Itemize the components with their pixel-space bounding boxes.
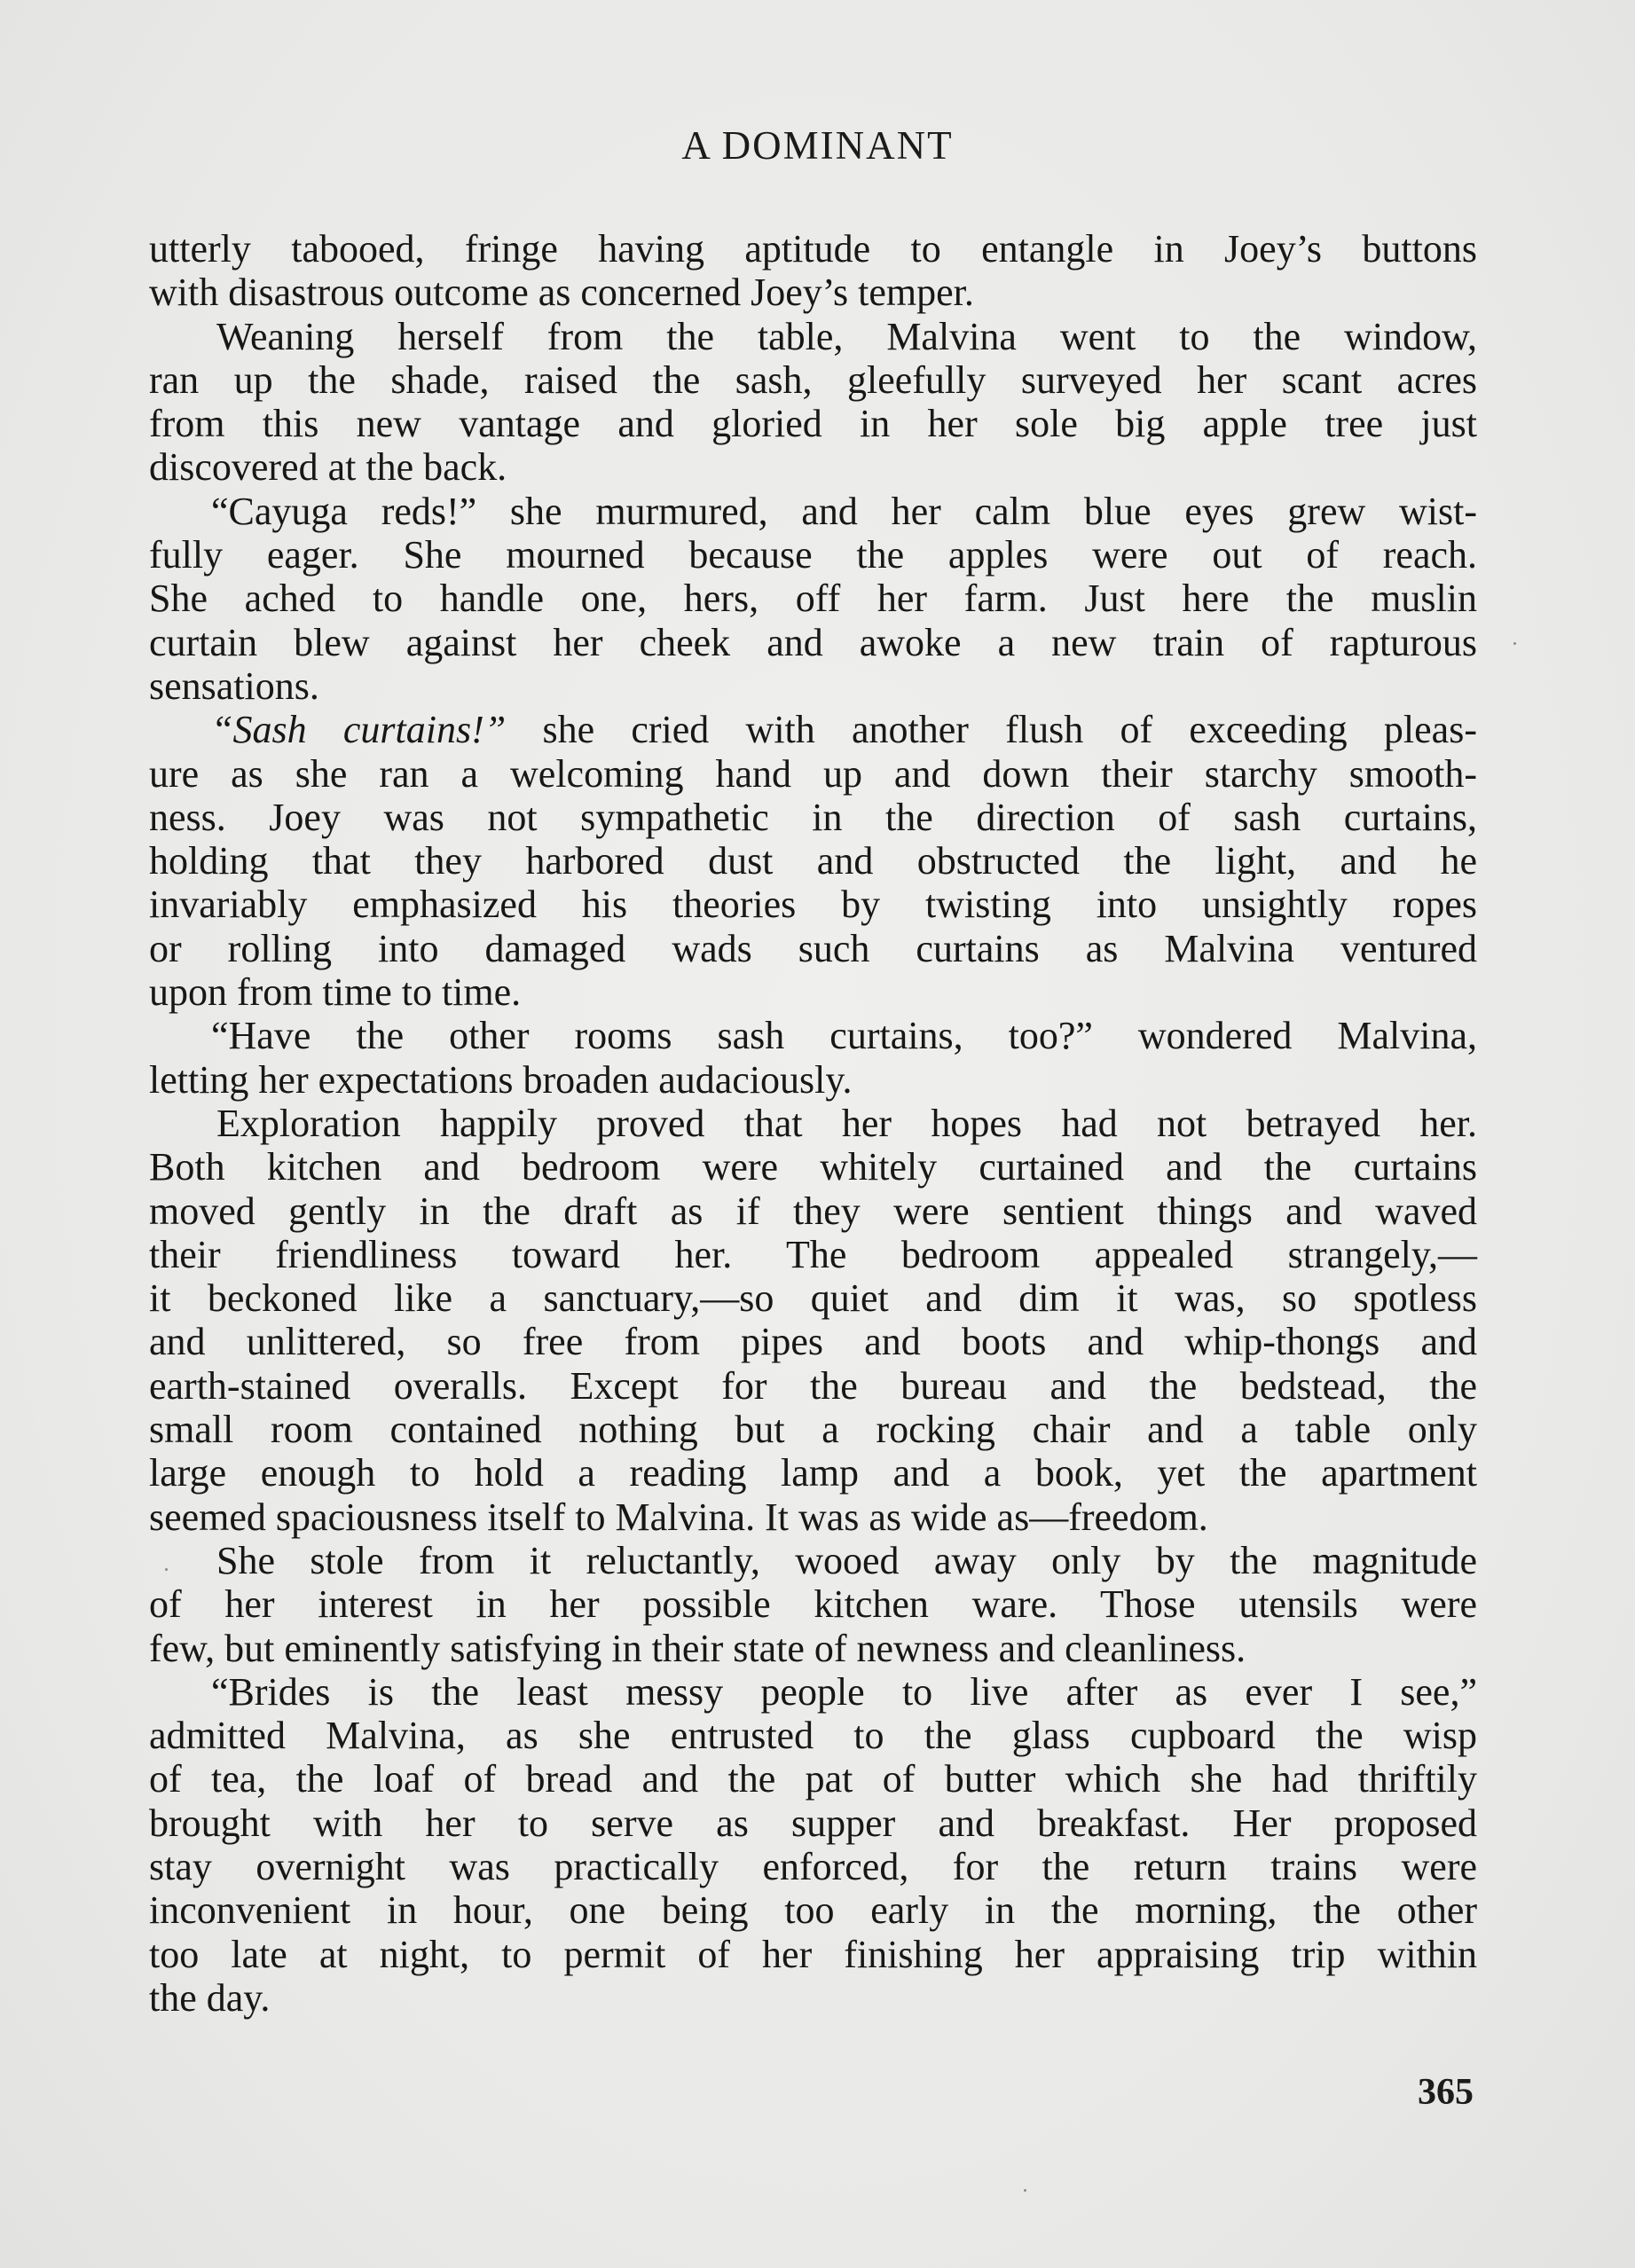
text-line: sensations. (149, 663, 319, 708)
text-line: admitted Malvina, as she entrusted to the glass cupboard the wisp (149, 1714, 1477, 1758)
text-line: ran up the shade, raised the sash, gleefully surveyed her scant acres (149, 357, 1477, 402)
text-line: upon from time to time. (149, 970, 522, 1015)
page-number: 365 (1418, 2072, 1474, 2113)
running-head: A DOMINANT (681, 123, 954, 168)
text-line: brought with her to serve as supper and breakfast. Her proposed (149, 1801, 1477, 1845)
text-line: “Brides is the least messy people to live after as ever I see,” (211, 1669, 1477, 1714)
text-line: curtain blew against her cheek and awoke a new train of rapturous (149, 620, 1477, 664)
text-line: ness. Joey was not sympathetic in the direction of sash curtains, (149, 795, 1477, 839)
text-line: discovered at the back. (149, 445, 507, 490)
text-line: seemed spaciousness itself to Malvina. It was as wide as—freedom. (149, 1495, 1208, 1539)
text-line: stay overnight was practically enforced, for the return trains were (149, 1844, 1477, 1888)
body-text (149, 227, 1477, 2020)
text-line: letting her expectations broaden audaciously. (149, 1057, 853, 1102)
text-line: utterly tabooed, fringe having aptitude to entangle in Joey’s buttons (149, 227, 1477, 271)
text-line: moved gently in the draft as if they were sentient things and waved (149, 1189, 1477, 1233)
text-line: Exploration happily proved that her hopes had not betrayed her. (216, 1101, 1477, 1145)
text-line: too late at night, to permit of her finishing her appraising trip within (149, 1932, 1477, 1976)
text-line: from this new vantage and gloried in her sole big apple tree just (149, 402, 1477, 446)
text-line: of her interest in her possible kitchen ware. Those utensils were (149, 1582, 1477, 1627)
text-line: “Have the other rooms sash curtains, too?” wondered Malvina, (211, 1014, 1477, 1058)
text-line: inconvenient in hour, one being too early in the morning, the other (149, 1888, 1477, 1933)
text-line: the day. (149, 1975, 271, 2020)
paper-speck (1513, 642, 1516, 645)
paper-speck (165, 1568, 168, 1571)
text-line-with-italic (149, 708, 1477, 751)
text-line: fully eager. She mourned because the apples were out of reach. (149, 533, 1477, 577)
text-line: holding that they harbored dust and obstructed the light, and he (149, 839, 1477, 883)
text-line: She ached to handle one, hers, off her farm. Just here the muslin (149, 577, 1477, 621)
text-line-rest: she cried with another flush of exceeding pleas- (542, 708, 1477, 752)
text-line: of tea, the loaf of bread and the pat of butter which she had thriftily (149, 1757, 1477, 1801)
text-line: it beckoned like a sanctuary,—so quiet and dim it was, so spotless (149, 1276, 1477, 1321)
text-line: large enough to hold a reading lamp and a book, yet the apartment (149, 1451, 1477, 1495)
text-line: “Cayuga reds!” she murmured, and her calm blue eyes grew wist- (211, 489, 1477, 533)
text-line: earth-stained overalls. Except for the bureau and the bedstead, the (149, 1363, 1477, 1408)
text-line: with disastrous outcome as concerned Joey’s temper. (149, 271, 974, 315)
text-line: Both kitchen and bedroom were whitely curtained and the curtains (149, 1145, 1477, 1189)
paper-speck (1024, 2189, 1026, 2192)
text-line: or rolling into damaged wads such curtains as Malvina ventured (149, 926, 1477, 970)
text-line: She stole from it reluctantly, wooed away only by the magnitude (216, 1538, 1477, 1582)
text-line: Weaning herself from the table, Malvina went to the window, (216, 314, 1477, 358)
text-line: their friendliness toward her. The bedroom appealed strangely,— (149, 1232, 1477, 1276)
text-line: and unlittered, so free from pipes and boots and whip-thongs and (149, 1320, 1477, 1364)
text-line: small room contained nothing but a rocking chair and a table only (149, 1408, 1477, 1452)
text-line: invariably emphasized his theories by twisting into unsightly ropes (149, 883, 1477, 927)
italic-phrase: “Sash curtains!” (211, 708, 507, 752)
text-line: ure as she ran a welcoming hand up and down their starchy smooth- (149, 751, 1477, 796)
text-line: few, but eminently satisfying in their state of newness and cleanliness. (149, 1626, 1246, 1670)
